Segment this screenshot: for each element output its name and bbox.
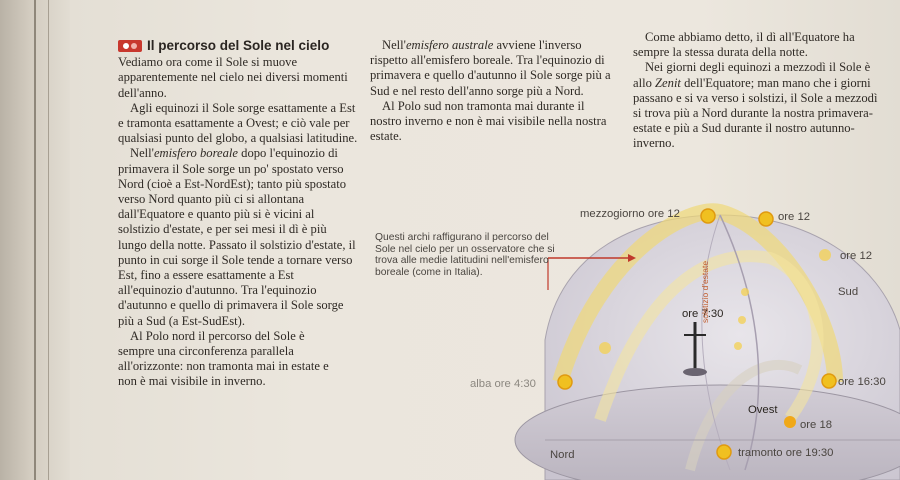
sun-icon (819, 249, 831, 261)
label-tramonto: tramonto ore 19:30 (738, 447, 834, 459)
emphasis: Zenit (655, 75, 681, 90)
section-title: Il percorso del Sole nel cielo (118, 38, 358, 54)
paragraph: Nell'emisfero australe avviene l'inverso rispetto all'emisfero boreale. Tra l'equinozio di primavera e quello d'autunno il Sole sorge più a Sud e nel resto dell'anno sorge più a Nord. (370, 38, 611, 98)
sun-icon (759, 212, 773, 226)
label-ore18: ore 18 (800, 419, 833, 431)
label-nord: Nord (550, 449, 575, 461)
label-sud: Sud (838, 286, 859, 298)
paragraph: Come abbiamo detto, il dì all'Equatore ha sempre la stessa durata della notte. (633, 30, 855, 60)
paragraph: Vediamo ora come il Sole si muove apparentemente nel cielo nei diversi momenti dell'anno. (118, 55, 348, 100)
label-ore730: ore 7:30 (682, 308, 724, 320)
label-mezzogiorno: mezzogiorno ore 12 (580, 208, 680, 220)
emphasis: emisfero australe (405, 38, 494, 52)
diagram-caption: Questi archi raffigurano il percorso del Sole nel cielo per un osservatore che si trova alle medie latitudini nell'emisfero boreale (come in Italia). (375, 232, 555, 278)
paragraph: Al Polo sud non tramonta mai durante il nostro inverno e non è mai visibile nella nostra estate. (370, 98, 607, 144)
sun-icon (558, 375, 572, 389)
label-alba: alba ore 4:30 (470, 378, 536, 390)
label-solstizio-vertical: solstizio d'estate (700, 260, 710, 323)
paragraph: Nell'emisfero boreale dopo l'equinozio di primavera il Sole sorge un po' spostato verso Nord (cioè a Est-NordEst); tanto più spostato verso Nord quanto più ci si allontana dall'Equatore e quanto più si è vicini al solstizio d'estate, e per sei mesi il dì è più lungo della notte. Passato il solstizio d'estate, il punto in cui sorge il Sole tende a tornare verso Est, fino a essere esattamente a Est all'equinozio d'autunno. Tra l'equinozio d'autunno e quello di primavera il Sole sorge più a Sud (a Est-SudEst). (118, 146, 356, 328)
label-ore12-right: ore 12 (840, 250, 873, 262)
label-ovest: Ovest (748, 404, 778, 416)
label-ore1630: ore 16:30 (838, 376, 886, 388)
sun-icon (701, 209, 715, 223)
paragraph: Agli equinozi il Sole sorge esattamente a Est e tramonta esattamente a Ovest; e ciò vale per qualsiasi punto del globo, a qualsiasi latitudine. (118, 100, 358, 146)
emphasis: emisfero boreale (153, 146, 239, 161)
paragraph: Nei giorni degli equinozi a mezzodì il Sole è allo Zenit dell'Equatore; man mano che i giorni passano e si va verso i solstizi, il Sole a mezzodì si trova più a Nord durante la nostra primavera-estate e più a Sud durante il nostro autunno-inverno. (633, 60, 878, 151)
sun-icon (784, 416, 796, 428)
paragraph: Al Polo nord il percorso del Sole è sempre una circonferenza parallela all'orizzonte: non tramonta mai in estate e non è mai visibile in inverno. (118, 328, 329, 389)
sun-icon (717, 445, 731, 459)
label-ore12-top: ore 12 (778, 211, 811, 223)
sun-icon (599, 342, 611, 354)
sun-icon (822, 374, 836, 388)
